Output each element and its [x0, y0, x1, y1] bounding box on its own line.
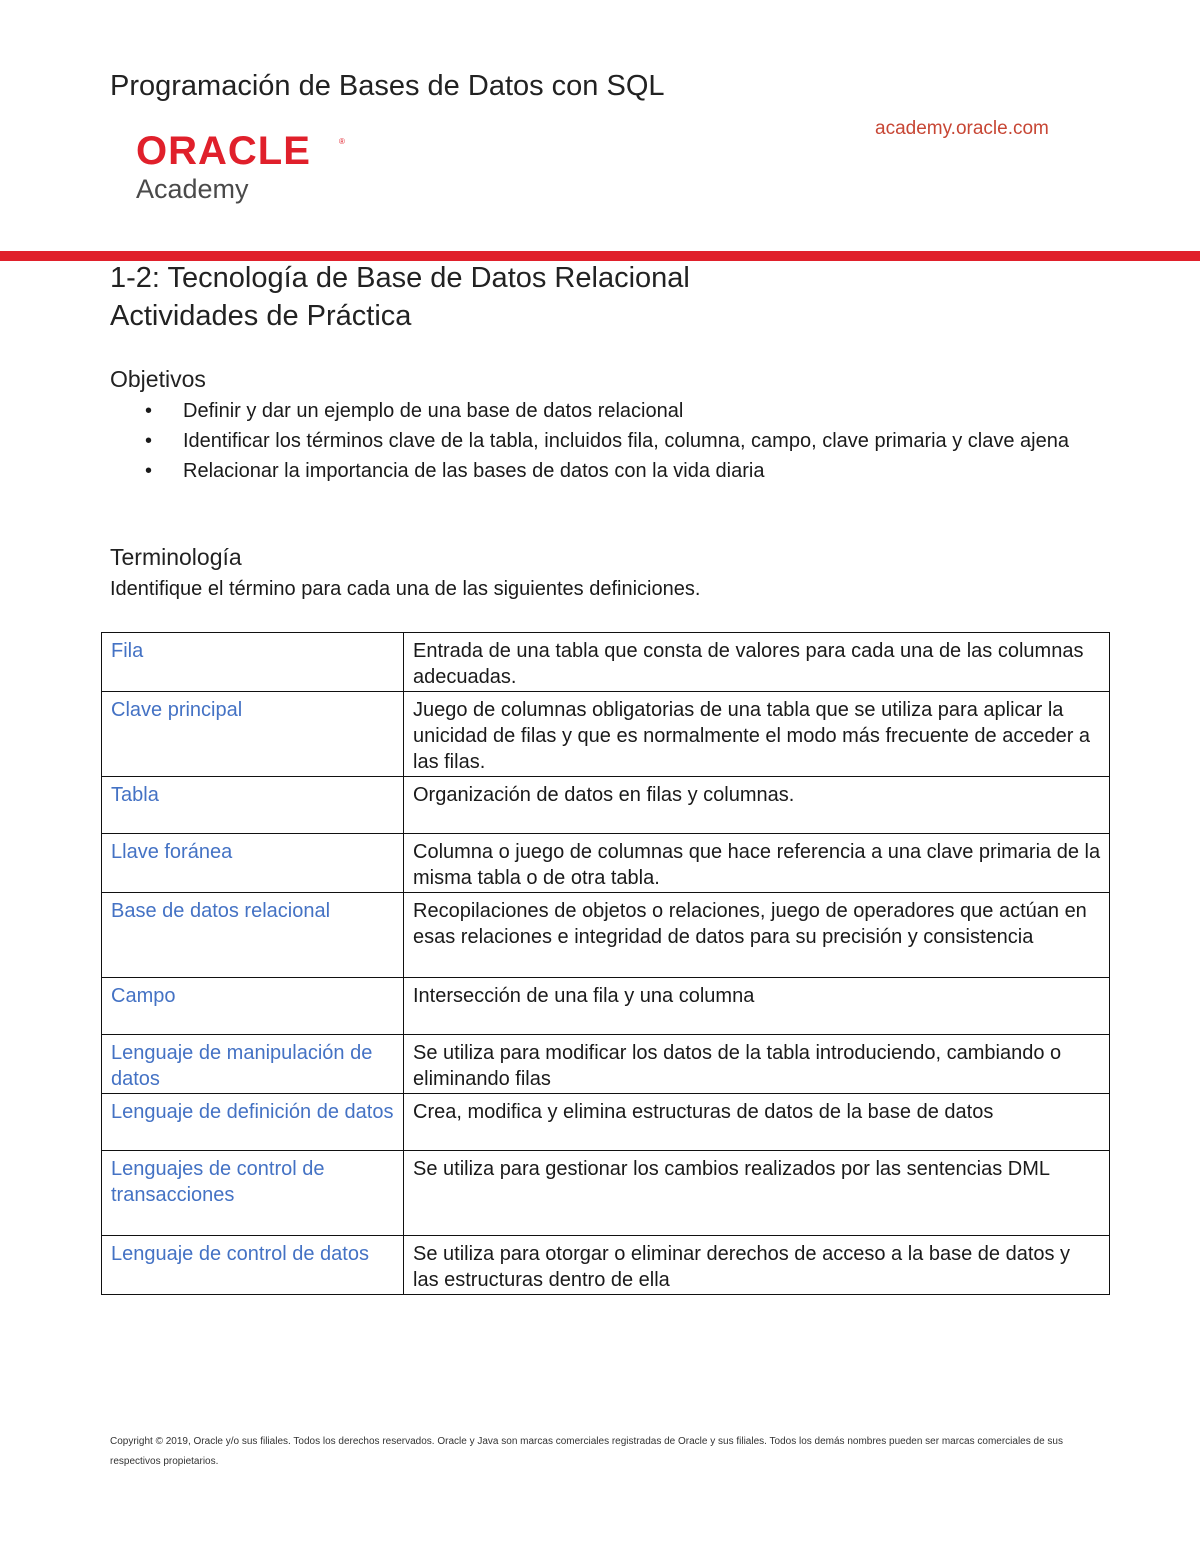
term-cell: Tabla [102, 777, 404, 834]
definition-cell: Se utiliza para modificar los datos de la tabla introduciendo, cambiando o eliminando filas [404, 1035, 1110, 1094]
definition-cell: Se utiliza para otorgar o eliminar derechos de acceso a la base de datos y las estructuras dentro de ella [404, 1236, 1110, 1295]
definition-cell: Se utiliza para gestionar los cambios realizados por las sentencias DML [404, 1151, 1110, 1236]
lesson-title-line1: 1-2: Tecnología de Base de Datos Relacional [110, 262, 690, 294]
definition-cell: Entrada de una tabla que consta de valores para cada una de las columnas adecuadas. [404, 633, 1110, 692]
lesson-title-line2: Actividades de Práctica [110, 300, 412, 332]
registered-mark-icon: ® [339, 137, 345, 146]
definition-cell: Juego de columnas obligatorias de una tabla que se utiliza para aplicar la unicidad de filas y que es normalmente el modo más frecuente de acceder a las filas. [404, 692, 1110, 777]
terminology-intro: Identifique el término para cada una de las siguientes definiciones. [110, 578, 701, 600]
term-cell: Clave principal [102, 692, 404, 777]
bullet-icon: • [145, 400, 153, 422]
oracle-logo [136, 132, 356, 172]
table-row [102, 692, 1110, 777]
objective-text: Definir y dar un ejemplo de una base de datos relacional [183, 400, 684, 422]
term-cell: Lenguaje de definición de datos [102, 1094, 404, 1151]
table-row [102, 1094, 1110, 1151]
table-row [102, 633, 1110, 692]
definition-cell: Recopilaciones de objetos o relaciones, juego de operadores que actúan en esas relaciones e integridad de datos para su precisión y consistencia [404, 893, 1110, 978]
bullet-icon: • [145, 430, 153, 452]
copyright-footer: Copyright © 2019, Oracle y/o sus filiales. Todos los derechos reservados. Oracle y Java son marcas comerciales registradas de Oracle y sus filiales. Todos los demás nombres pueden ser marcas comerciales de sus respectivos propietarios. [110, 1436, 1063, 1467]
objective-text: Relacionar la importancia de las bases de datos con la vida diaria [183, 460, 765, 482]
definition-cell: Organización de datos en filas y columnas. [404, 777, 1110, 834]
term-cell: Llave foránea [102, 834, 404, 893]
oracle-logo-text: ORACLE [136, 132, 311, 172]
table-row [102, 1151, 1110, 1236]
bullet-icon: • [145, 460, 153, 482]
table-row [102, 1236, 1110, 1295]
term-cell: Lenguaje de manipulación de datos [102, 1035, 404, 1094]
terminology-table [101, 632, 1110, 1295]
term-cell: Base de datos relacional [102, 893, 404, 978]
definition-cell: Intersección de una fila y una columna [404, 978, 1110, 1035]
list-item [140, 428, 1100, 455]
term-cell: Lenguaje de control de datos [102, 1236, 404, 1295]
definition-cell: Columna o juego de columnas que hace referencia a una clave primaria de la misma tabla o de otra tabla. [404, 834, 1110, 893]
term-cell: Fila [102, 633, 404, 692]
table-row [102, 893, 1110, 978]
academy-site-link[interactable]: academy.oracle.com [875, 118, 1049, 139]
terminology-heading: Terminología [110, 544, 242, 570]
definition-cell: Crea, modifica y elimina estructuras de datos de la base de datos [404, 1094, 1110, 1151]
objectives-list [140, 398, 1100, 488]
table-row [102, 978, 1110, 1035]
lesson-title [110, 259, 690, 335]
term-cell: Lenguajes de control de transacciones [102, 1151, 404, 1236]
course-title: Programación de Bases de Datos con SQL [110, 70, 665, 102]
objectives-heading: Objetivos [110, 366, 206, 392]
term-cell: Campo [102, 978, 404, 1035]
table-row [102, 1035, 1110, 1094]
list-item [140, 398, 1100, 425]
objective-text: Identificar los términos clave de la tabla, incluidos fila, columna, campo, clave primaria y clave ajena [183, 430, 1069, 452]
oracle-academy-label: Academy [136, 174, 249, 204]
table-row [102, 834, 1110, 893]
list-item [140, 458, 1100, 485]
table-row [102, 777, 1110, 834]
